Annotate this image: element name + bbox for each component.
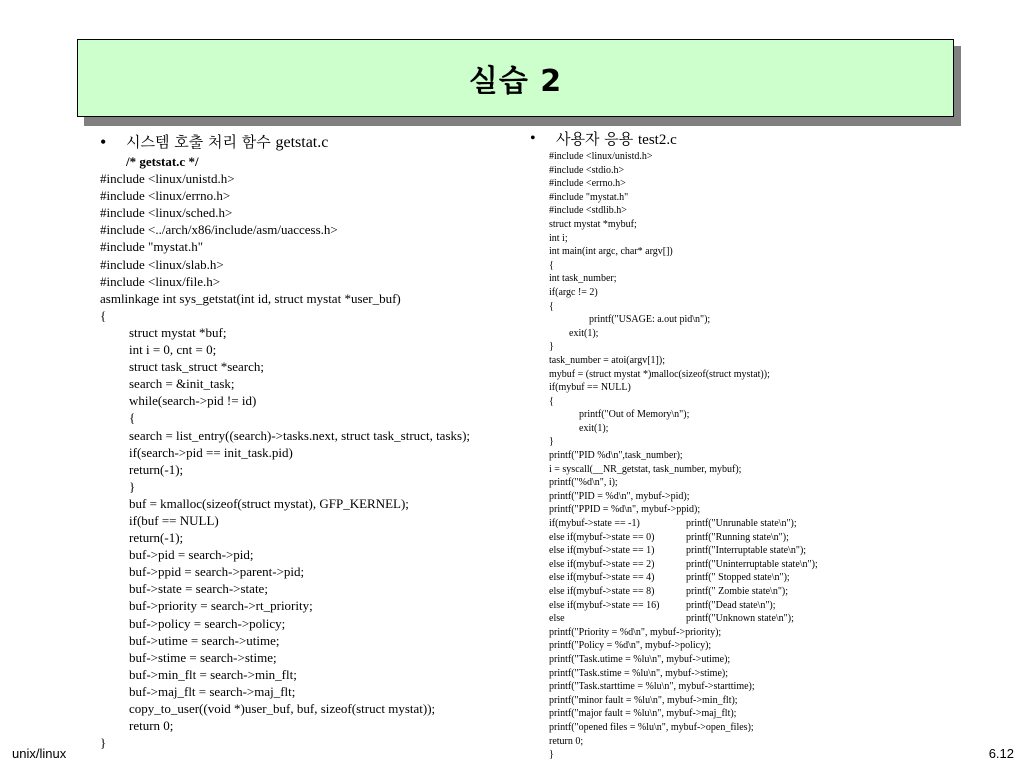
code-line: [549, 408, 1010, 422]
code-text: printf("Priority = %d\n", mybuf->priority);: [549, 626, 722, 638]
left-bullet-filename: getstat.c: [275, 134, 329, 151]
code-line: [549, 232, 1010, 246]
code-line: }: [129, 478, 136, 494]
code-line: #include <linux/file.h>: [100, 273, 221, 289]
code-header-comment: /* getstat.c */: [126, 154, 199, 169]
footer-course: unix/linux: [12, 746, 67, 761]
code-line: #include <linux/unistd.h>: [100, 171, 235, 187]
code-text: else if(mybuf->state == 1): [549, 545, 655, 557]
code-text: #include <stdio.h>: [549, 164, 625, 176]
code-line: [549, 245, 1010, 259]
code-text: {: [549, 395, 554, 407]
code-line: struct task_struct *search;: [129, 359, 265, 375]
code-text: printf("Task.utime = %lu\n", mybuf->utime);: [549, 653, 731, 665]
code-text: }: [549, 436, 554, 448]
code-text: mybuf = (struct mystat *)malloc(sizeof(struct mystat));: [549, 368, 770, 380]
code-line: [549, 735, 1010, 749]
code-text: printf("Task.starttime = %lu\n", mybuf->starttime);: [549, 681, 755, 693]
code-text: return 0;: [549, 735, 584, 747]
user-code-block: [530, 150, 1010, 762]
code-line: [549, 300, 1010, 314]
code-line: [549, 327, 1010, 341]
code-line: #include <linux/slab.h>: [100, 256, 224, 272]
code-line: buf->maj_flt = search->maj_flt;: [129, 683, 296, 699]
code-line: while(search->pid != id): [129, 393, 257, 409]
code-line: if(search->pid == init_task.pid): [129, 444, 293, 460]
code-line: [549, 558, 1010, 572]
code-line: [549, 422, 1010, 436]
code-line: {: [129, 410, 136, 426]
code-text: if(argc != 2): [549, 286, 598, 298]
code-line: [549, 204, 1010, 218]
left-bullet: [100, 131, 520, 153]
code-line: search = list_entry((search)->tasks.next, struct task_struct, tasks);: [129, 427, 471, 443]
code-text: else if(mybuf->state == 4): [549, 572, 655, 584]
code-text: if(mybuf->state == -1): [549, 518, 640, 530]
code-text-second-column: printf("Uninterruptable state\n");: [686, 558, 818, 570]
code-text: #include "mystat.h": [549, 191, 629, 203]
code-text: #include <errno.h>: [549, 178, 626, 190]
code-text: else if(mybuf->state == 0): [549, 531, 655, 543]
code-line: [549, 449, 1010, 463]
code-line: [549, 272, 1010, 286]
code-text: {: [549, 259, 554, 271]
code-text-second-column: printf("Unrunable state\n");: [686, 518, 797, 530]
code-text: int i;: [549, 232, 568, 244]
code-line: [549, 340, 1010, 354]
code-line: buf->priority = search->rt_priority;: [129, 598, 313, 614]
right-bullet: [530, 128, 1010, 150]
code-text: printf("Policy = %d\n", mybuf->policy);: [549, 640, 712, 652]
code-text-second-column: printf("Dead state\n");: [686, 599, 776, 611]
code-line: [549, 490, 1010, 504]
code-line: return(-1);: [129, 461, 184, 477]
code-line: [549, 612, 1010, 626]
right-column: [530, 128, 1010, 762]
code-text: printf("minor fault = %lu\n", mybuf->min_flt);: [549, 694, 738, 706]
bullet-dot-icon: •: [530, 130, 536, 147]
code-line: [549, 463, 1010, 477]
slide-title: 실습 2: [468, 64, 563, 99]
code-line: [549, 313, 1010, 327]
code-line: buf->pid = search->pid;: [129, 547, 254, 563]
code-line: buf->state = search->state;: [129, 581, 268, 597]
code-line: buf->min_flt = search->min_flt;: [129, 666, 297, 682]
code-line: [549, 259, 1010, 273]
code-line: [549, 667, 1010, 681]
code-line: [549, 694, 1010, 708]
left-bullet-text: [126, 131, 328, 154]
code-line: #include <../arch/x86/include/asm/uaccess.h>: [100, 222, 338, 238]
code-line: [549, 354, 1010, 368]
code-line: copy_to_user((void *)user_buf, buf, sizeof(struct mystat));: [129, 701, 436, 716]
code-line: [549, 544, 1010, 558]
code-line: buf->ppid = search->parent->pid;: [129, 564, 305, 580]
code-text: task_number = atoi(argv[1]);: [549, 354, 665, 366]
left-column: [100, 131, 520, 751]
code-text: #include <linux/unistd.h>: [549, 151, 653, 162]
code-text: exit(1);: [579, 422, 609, 434]
code-line: [549, 395, 1010, 409]
code-line: buf = kmalloc(sizeof(struct mystat), GFP_KERNEL);: [129, 495, 409, 511]
code-line: [549, 680, 1010, 694]
code-line: [549, 748, 1010, 762]
code-text: printf("USAGE: a.out pid\n");: [589, 314, 711, 326]
code-text: {: [549, 300, 554, 312]
code-line: asmlinkage int sys_getstat(int id, struct mystat *user_buf): [100, 290, 401, 306]
right-bullet-filename: test2.c: [638, 132, 677, 148]
code-text: struct mystat *mybuf;: [549, 218, 637, 230]
code-line: return(-1);: [129, 530, 184, 546]
code-line: [549, 585, 1010, 599]
code-text: else: [549, 613, 565, 625]
code-line: [549, 626, 1010, 640]
right-bullet-korean: 사용자 응용: [556, 130, 638, 148]
code-line: [549, 286, 1010, 300]
code-text: printf("PID = %d\n", mybuf->pid);: [549, 490, 690, 502]
code-line: [549, 599, 1010, 613]
code-text: int main(int argc, char* argv[]): [549, 246, 673, 258]
code-line: buf->stime = search->stime;: [129, 649, 277, 665]
code-text: if(mybuf == NULL): [549, 382, 631, 394]
code-line: [549, 571, 1010, 585]
code-line: [549, 381, 1010, 395]
code-text: printf("Out of Memory\n");: [579, 409, 690, 421]
code-line: [549, 150, 1010, 164]
code-line: buf->policy = search->policy;: [129, 615, 286, 631]
code-line: [549, 531, 1010, 545]
code-text: printf("PID %d\n",task_number);: [549, 450, 683, 462]
code-line: [549, 191, 1010, 205]
code-line: {: [100, 307, 107, 323]
code-text: #include <stdlib.h>: [549, 205, 627, 217]
code-line: #include <linux/sched.h>: [100, 205, 233, 221]
code-text: else if(mybuf->state == 16): [549, 599, 660, 611]
code-text: printf("Task.stime = %lu\n", mybuf->stime);: [549, 667, 728, 679]
code-text: else if(mybuf->state == 8): [549, 586, 655, 597]
code-line: [549, 164, 1010, 178]
code-line: [549, 368, 1010, 382]
code-line: [549, 721, 1010, 735]
kernel-code-block: [100, 170, 520, 751]
code-text: }: [549, 341, 554, 353]
code-text: printf("major fault = %lu\n", mybuf->maj_flt);: [549, 708, 737, 720]
code-line: [549, 639, 1010, 653]
code-line: buf->utime = search->utime;: [129, 632, 280, 648]
code-text: else if(mybuf->state == 2): [549, 558, 655, 570]
code-line: [549, 218, 1010, 232]
code-line: return 0;: [129, 718, 174, 734]
right-bullet-text: [556, 128, 677, 151]
code-line: [549, 707, 1010, 721]
code-text: i = syscall(__NR_getstat, task_number, mybuf);: [549, 463, 742, 475]
code-line: struct mystat *buf;: [129, 324, 227, 340]
code-text-second-column: printf(" Zombie state\n");: [686, 586, 789, 597]
code-text: }: [549, 749, 554, 761]
code-text: printf("opened files = %lu\n", mybuf->open_files);: [549, 721, 754, 733]
code-line: [549, 517, 1010, 531]
code-text-second-column: printf("Running state\n");: [686, 531, 789, 543]
bullet-dot-icon: •: [100, 132, 107, 152]
code-line: search = &init_task;: [129, 376, 235, 392]
code-text-second-column: printf("Unknown state\n");: [686, 613, 794, 625]
code-line: [549, 177, 1010, 191]
code-line: #include <linux/errno.h>: [100, 188, 231, 204]
footer-page-number: 6.12: [988, 746, 1014, 761]
title-box: [77, 39, 954, 117]
code-line: int i = 0, cnt = 0;: [129, 342, 217, 358]
code-text: exit(1);: [569, 327, 599, 339]
code-line: #include "mystat.h": [100, 239, 204, 255]
code-line: [549, 503, 1010, 517]
left-bullet-korean: 시스템 호출 처리 함수: [126, 133, 276, 151]
code-text: int task_number;: [549, 273, 617, 285]
code-text-second-column: printf("Interruptable state\n");: [686, 545, 807, 557]
code-text-second-column: printf(" Stopped state\n");: [686, 572, 790, 584]
code-line: }: [100, 735, 107, 751]
code-text: printf("%d\n", i);: [549, 477, 618, 489]
code-line: if(buf == NULL): [129, 512, 219, 528]
code-text: printf("PPID = %d\n", mybuf->ppid);: [549, 504, 701, 516]
code-line: [549, 653, 1010, 667]
code-line: [549, 435, 1010, 449]
code-line: [549, 476, 1010, 490]
